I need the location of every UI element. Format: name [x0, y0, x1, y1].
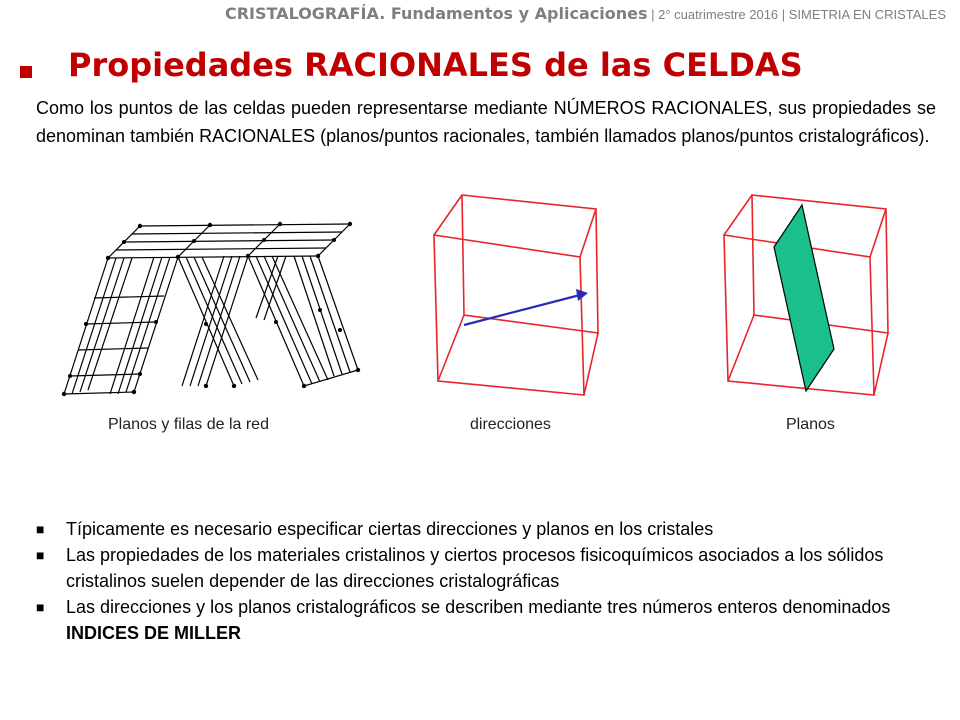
direction-arrow	[464, 289, 588, 325]
intro-paragraph: Como los puntos de las celdas pueden representarse mediante NÚMEROS RACIONALES, sus propiedades se denominan también RACIONALES (planos/puntos racionales, también llamados planos/puntos cristalográficos).	[36, 98, 936, 146]
bullet-list	[36, 516, 936, 646]
slide-header	[225, 4, 946, 24]
plane-caption: Planos	[786, 416, 835, 433]
course-title: CRISTALOGRAFÍA. Fundamentos y Aplicaciones	[224, 4, 648, 23]
bullet-text: Las direcciones y los planos cristalográficos se describen mediante tres números enteros denominados	[66, 597, 891, 617]
bullet-text: Típicamente es necesario especificar ciertas direcciones y planos en los cristales	[66, 519, 714, 539]
list-item	[36, 542, 936, 594]
list-item	[36, 516, 936, 542]
square-bullet-icon: ■	[36, 599, 45, 615]
red-square-icon	[20, 66, 32, 78]
list-item	[36, 594, 936, 646]
square-bullet-icon: ■	[36, 547, 45, 563]
plane-cube-figure	[710, 185, 910, 410]
course-meta: | 2° cuatrimestre 2016 | SIMETRIA EN CRISTALES	[647, 7, 946, 22]
crystal-plane	[774, 205, 834, 391]
direction-caption: direcciones	[470, 416, 551, 433]
miller-indices-emphasis: INDICES DE MILLER	[66, 623, 242, 643]
slide-title: Propiedades RACIONALES de las CELDAS	[68, 46, 803, 84]
square-bullet-icon: ■	[36, 521, 45, 537]
direction-cube-figure	[420, 185, 620, 410]
bullet-text: Las propiedades de los materiales cristalinos y ciertos procesos fisicoquímicos asociados a los sólidos cristalinos suelen depender de las direcciones cristalográficas	[66, 545, 884, 591]
lattice-caption: Planos y filas de la red	[108, 416, 269, 433]
lattice-figure	[50, 210, 380, 400]
